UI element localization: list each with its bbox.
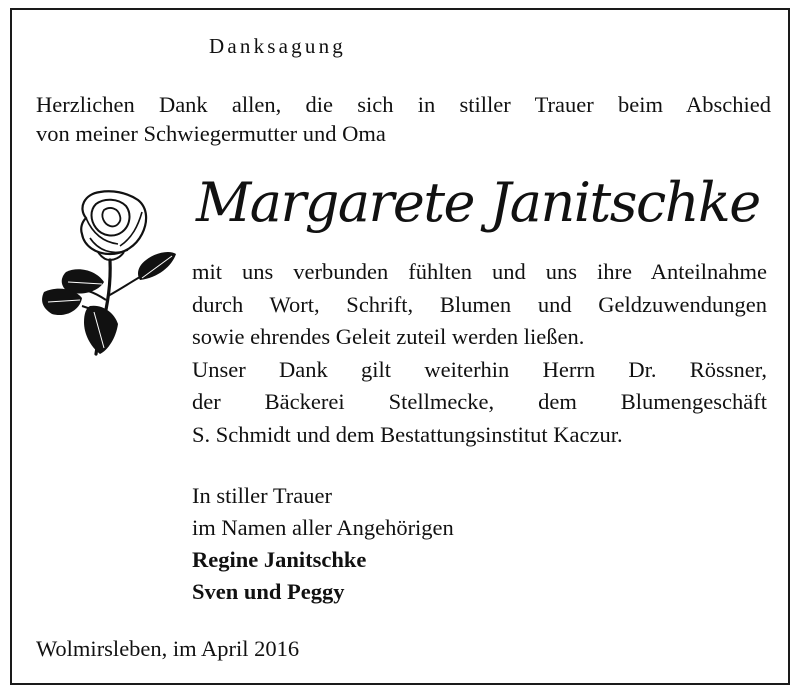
intro-line: Herzlichen Dank allen, die sich in stiller Trauer beim Abschied [36,92,771,117]
body-line: Unser Dank gilt weiterhin Herrn Dr. Rössner, [192,356,767,382]
rose-icon [38,188,178,358]
place-date: Wolmirsleben, im April 2016 [36,636,300,661]
closing-block [192,480,454,608]
intro-line: von meiner Schwiegermutter und Oma [36,121,386,146]
closing-line: In stiller Trauer [192,483,332,508]
intro-text [36,90,771,148]
signatory-name: Regine Janitschke [192,547,367,572]
notice-heading: Danksagung [209,34,346,58]
closing-line: im Namen aller Angehörigen [192,515,454,540]
body-line: der Bäckerei Stellmecke, dem Blumengeschäft [192,389,767,414]
signatory-name: Sven und Peggy [192,579,345,604]
body-text [192,256,767,451]
body-line: durch Wort, Schrift, Blumen und Geldzuwendungen [192,291,767,317]
deceased-name: Margarete Janitschke [196,171,760,234]
body-line: sowie ehrendes Geleit zuteil werden ließen. [192,324,585,349]
body-line: mit uns verbunden fühlten und uns ihre Anteilnahme [192,259,767,284]
body-line: S. Schmidt und dem Bestattungsinstitut Kaczur. [192,421,623,447]
